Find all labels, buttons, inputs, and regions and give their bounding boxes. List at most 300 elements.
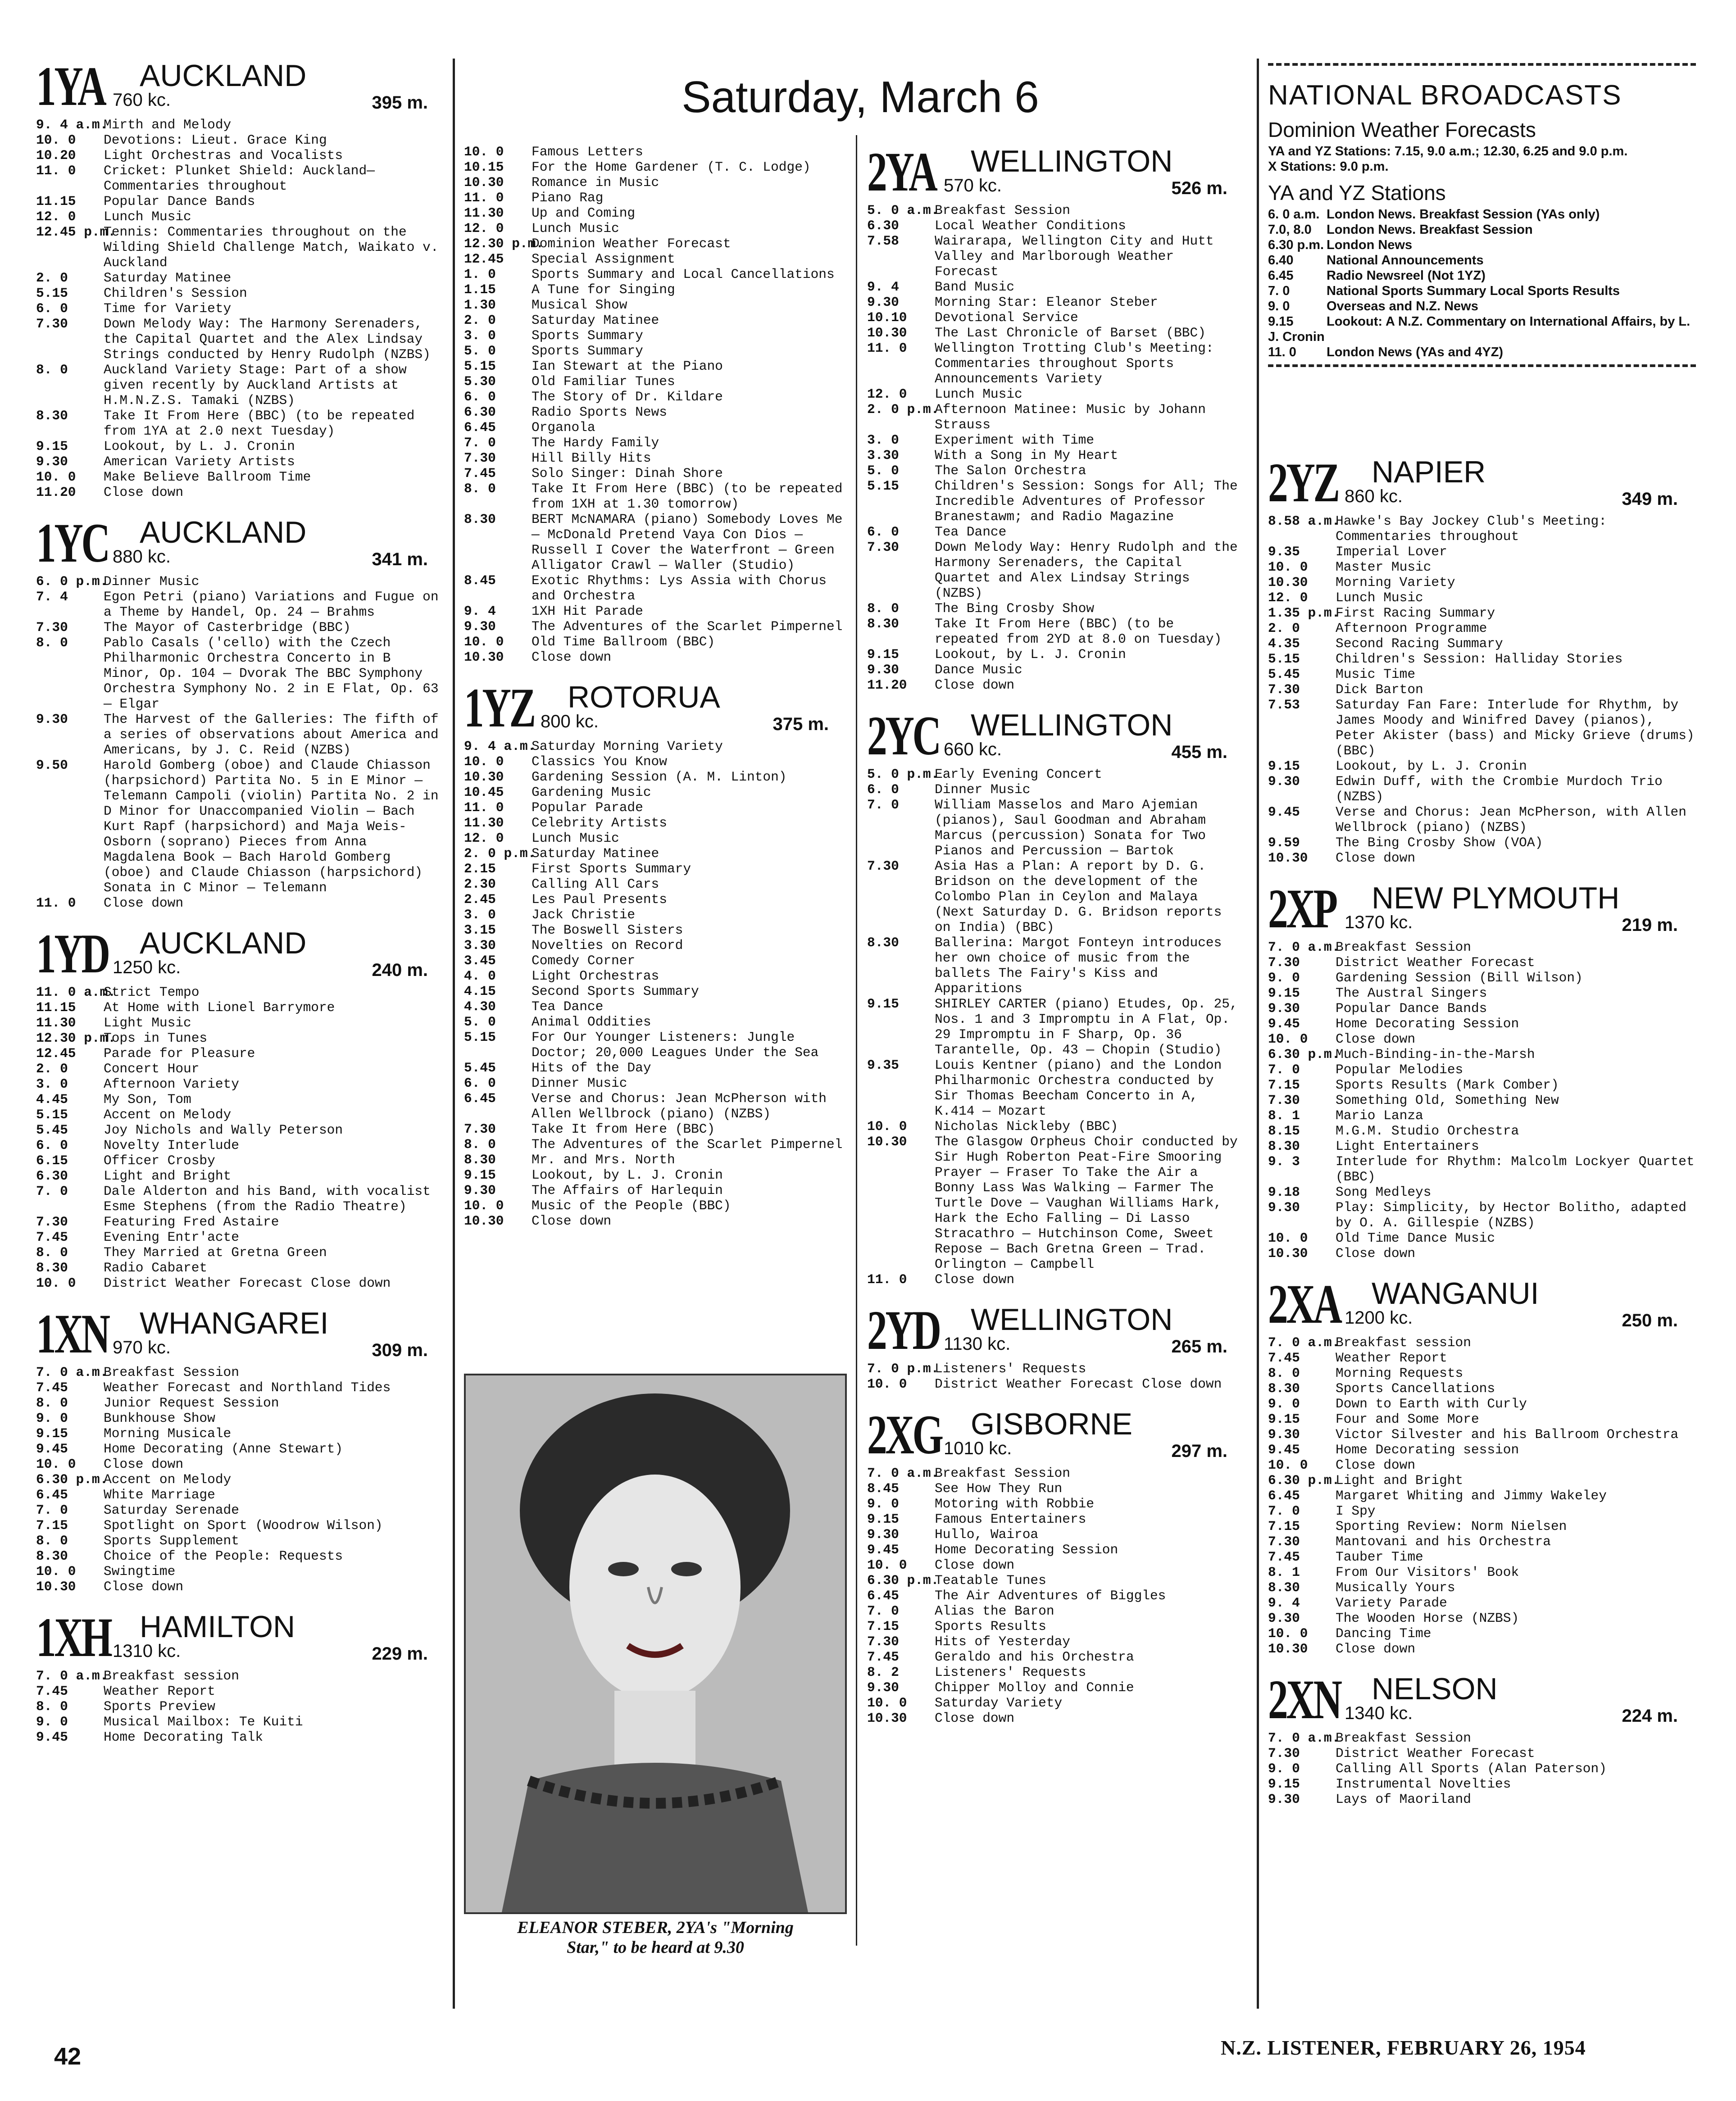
programme-time: 4. 0: [464, 968, 496, 984]
programme-time: 9. 3: [1268, 1154, 1300, 1169]
programme-time: 8.30: [36, 1548, 68, 1564]
programme-time: 9.15: [36, 1426, 68, 1441]
national-title-text: Overseas and N.Z. News: [1327, 299, 1478, 313]
programme-item: [464, 313, 847, 328]
programme-item: [867, 1527, 1245, 1542]
programme-item: [867, 1634, 1245, 1649]
programme-title: Breakfast Session: [935, 1466, 1070, 1481]
station-wavelength: 297 m.: [1171, 1441, 1227, 1461]
programme-item: [1268, 1746, 1696, 1761]
programme-time: 7.45: [867, 1649, 899, 1665]
programme-item: [464, 512, 847, 573]
programme-item: [867, 858, 1245, 935]
programme-item: [1268, 1350, 1696, 1366]
programme-title: Dinner Music: [532, 1075, 627, 1091]
programme-item: [36, 1502, 446, 1518]
programme-item: [36, 163, 446, 194]
programme-title: Sporting Review: Norm Nielsen: [1336, 1519, 1567, 1534]
programme-title: Saturday Serenade: [104, 1502, 239, 1518]
programme-list: [867, 203, 1245, 693]
programme-item: [464, 420, 847, 435]
programme-title: Down Melody Way: The Harmony Serenaders, the Capital Quartet and the Alex Lindsay Strings conducted by Henry Rudolph (NZBS): [104, 316, 431, 362]
programme-title: Afternoon Programme: [1336, 621, 1487, 636]
national-title-text: National Announcements: [1327, 253, 1484, 268]
programme-time: 10. 0: [867, 1557, 907, 1573]
programme-title: Musical Show: [532, 297, 627, 313]
station-frequency: 970 kc.: [113, 1338, 171, 1357]
programme-title: See How They Run: [935, 1481, 1063, 1496]
programme-list: [36, 117, 446, 500]
programme-item: [464, 619, 847, 634]
programme-time: 10.30: [464, 1213, 504, 1229]
programme-title: Variety Parade: [1336, 1595, 1447, 1611]
programme-time: 6.45: [867, 1588, 899, 1603]
programme-title: Morning Star: Eleanor Steber: [935, 295, 1158, 310]
programme-item: [36, 1579, 446, 1594]
programme-item: [36, 1046, 446, 1061]
programme-time: 11.20: [36, 485, 76, 500]
programme-title: Lunch Music: [935, 386, 1023, 402]
station-call-sign: 2YC: [867, 705, 940, 767]
programme-time: 12.30 p.m.: [36, 1030, 116, 1046]
station-block: [1268, 1669, 1696, 1807]
station-header: [36, 1303, 446, 1365]
programme-time: 5. 0: [464, 1014, 496, 1030]
station-city: WELLINGTON: [971, 144, 1173, 178]
programme-title: Hullo, Wairoa: [935, 1527, 1039, 1542]
programme-item: [1268, 1411, 1696, 1427]
programme-item: [1268, 559, 1696, 575]
programme-title: Dinner Music: [935, 782, 1031, 797]
programme-time: 12.30 p.m.: [464, 236, 544, 251]
programme-title: Light Orchestras and Vocalists: [104, 148, 343, 163]
programme-item: [1268, 1366, 1696, 1381]
programme-time: 2. 0: [36, 270, 68, 286]
programme-title: Close down: [104, 1457, 184, 1472]
programme-time: 8. 0: [36, 1699, 68, 1714]
programme-time: 7.15: [1268, 1077, 1300, 1093]
programme-time: 7.30: [464, 1121, 496, 1137]
national-broadcasts: [1268, 59, 1696, 376]
national-time: 7.0, 8.0: [1268, 222, 1312, 237]
station-wavelength: 240 m.: [372, 960, 428, 980]
programme-item: [464, 830, 847, 846]
programme-title: Four and Some More: [1336, 1411, 1479, 1427]
programme-item: [36, 485, 446, 500]
programme-item: [464, 1121, 847, 1137]
programme-time: 8. 2: [867, 1665, 899, 1680]
programme-title: Chipper Molloy and Connie: [935, 1680, 1134, 1695]
programme-title: SHIRLEY CARTER (piano) Etudes, Op. 25, Nos. 1 and 3 Impromptu in A Flat, Op. 29 Impromptu in F Sharp, Op. 36 Tarantelle, Op. 43 — Chopin (Studio): [935, 996, 1238, 1057]
programme-item: [36, 1714, 446, 1729]
programme-time: 7.45: [36, 1684, 68, 1699]
programme-time: 6. 0: [36, 301, 68, 316]
programme-item: [464, 404, 847, 420]
programme-time: 1.30: [464, 297, 496, 313]
programme-title: Victor Silvester and his Ballroom Orchestra: [1336, 1427, 1679, 1442]
programme-time: 2. 0: [464, 313, 496, 328]
programme-title: First Sports Summary: [532, 861, 691, 876]
programme-time: 7.30: [36, 316, 68, 331]
programme-title: Mantovani and his Orchestra: [1336, 1534, 1551, 1549]
station-block: [1268, 1273, 1696, 1656]
column-2: [464, 144, 847, 1244]
programme-title: Dance Music: [935, 662, 1023, 677]
programme-time: 7. 0: [1268, 1062, 1300, 1077]
programme-title: Edwin Duff, with the Crombie Murdoch Trio (NZBS): [1336, 774, 1663, 804]
programme-title: Dancing Time: [1336, 1626, 1432, 1641]
programme-time: 6.30 p.m.: [1268, 1473, 1340, 1488]
programme-time: 5.15: [1268, 651, 1300, 667]
programme-title: Up and Coming: [532, 205, 636, 221]
programme-title: Second Sports Summary: [532, 984, 699, 999]
programme-item: [464, 892, 847, 907]
national-item: [1268, 237, 1696, 253]
programme-title: District Weather Forecast: [1336, 1746, 1535, 1761]
programme-time: 8. 0: [36, 1245, 68, 1260]
programme-time: 5.15: [36, 1107, 68, 1122]
programme-title: Ian Stewart at the Piano: [532, 358, 723, 374]
programme-title: Motoring with Robbie: [935, 1496, 1095, 1511]
programme-time: 6. 0: [867, 524, 899, 540]
programme-item: [1268, 1626, 1696, 1641]
programme-title: Take It From Here (BBC) (to be repeated from 1XH at 1.30 tomorrow): [532, 481, 843, 512]
programme-item: [1268, 970, 1696, 985]
programme-item: [867, 279, 1245, 295]
programme-title: Harold Gomberg (oboe) and Claude Chiasson (harpsichord) Partita No. 5 in E Minor — Telemann Campoli (violin) Partita No. 2 in D Minor for Unaccompanied Violin — Bach Kurt Rapf (harpsichord) and Maja Weis-Osborn (soprano) Pieces from Anna Magdalena Book — Bach Harold Gomberg (oboe) and Claude Chiasson (harpsichord) Sonata in C Minor — Telemann: [104, 758, 439, 895]
programme-time: 9. 0: [36, 1411, 68, 1426]
programme-item: [36, 1365, 446, 1380]
programme-time: 12.45: [36, 1046, 76, 1061]
programme-time: 10. 0: [36, 1564, 76, 1579]
programme-title: Down to Earth with Curly: [1336, 1396, 1527, 1411]
programme-title: Pablo Casals ('cello) with the Czech Philharmonic Orchestra Concerto in B Minor, Op. 104 — Dvorak The BBC Symphony Orchestra Symphony No. 2 in E Flat, Op. 63 — Elgar: [104, 635, 439, 712]
national-title-text: National Sports Summary Local Sports Results: [1327, 284, 1620, 298]
programme-title: Home Decorating (Anne Stewart): [104, 1441, 343, 1457]
programme-title: Saturday Matinee: [532, 313, 659, 328]
programme-title: Auckland Variety Stage: Part of a show given recently by Auckland Artists at H.M.N.Z.S. Tamaki (NZBS): [104, 362, 407, 408]
programme-title: Home Decorating Session: [1336, 1016, 1519, 1031]
programme-title: Classics You Know: [532, 754, 667, 769]
programme-title: Geraldo and his Orchestra: [935, 1649, 1134, 1665]
programme-title: Something Old, Something New: [1336, 1093, 1559, 1108]
station-frequency: 1200 kc.: [1345, 1308, 1413, 1328]
programme-time: 10.30: [867, 325, 907, 340]
programme-list: [1268, 939, 1696, 1261]
programme-title: Weather Report: [1336, 1350, 1447, 1366]
programme-item: [36, 148, 446, 163]
programme-time: 9.45: [36, 1441, 68, 1457]
programme-time: 12. 0: [867, 386, 907, 402]
national-title-text: London News. Breakfast Session: [1327, 222, 1533, 237]
programme-title: Musical Mailbox: Te Kuiti: [104, 1714, 303, 1729]
programme-title: Close down: [935, 1711, 1015, 1726]
programme-time: 10.30: [464, 649, 504, 665]
programme-item: [464, 876, 847, 892]
programme-title: Saturday Matinee: [104, 270, 232, 286]
programme-time: 7. 0: [867, 1603, 899, 1619]
programme-title: The Air Adventures of Biggles: [935, 1588, 1166, 1603]
programme-title: The Adventures of the Scarlet Pimpernel: [532, 1137, 843, 1152]
programme-item: [464, 938, 847, 953]
programme-item: [464, 922, 847, 938]
programme-item: [464, 1091, 847, 1121]
programme-time: 9. 4 a.m.: [36, 117, 108, 132]
programme-time: 10.20: [36, 148, 76, 163]
programme-item: [1268, 804, 1696, 835]
programme-time: 9.45: [1268, 1016, 1300, 1031]
programme-time: 3. 0: [464, 328, 496, 343]
programme-item: [1268, 682, 1696, 697]
national-item: [1268, 253, 1696, 268]
programme-title: Calling All Cars: [532, 876, 659, 892]
programme-time: 11. 0: [464, 800, 504, 815]
weather-heading: Dominion Weather Forecasts: [1268, 118, 1536, 141]
programme-item: [464, 1137, 847, 1152]
programme-item: [867, 782, 1245, 797]
programme-time: 3. 0: [464, 907, 496, 922]
programme-item: [1268, 1154, 1696, 1184]
programme-title: Special Assignment: [532, 251, 675, 267]
programme-title: Teatable Tunes: [935, 1573, 1046, 1588]
national-title-text: Lookout: A N.Z. Commentary on International Affairs, by L. J. Cronin: [1268, 314, 1691, 344]
programme-time: 9.30: [1268, 1611, 1300, 1626]
programme-item: [1268, 1062, 1696, 1077]
programme-list: [36, 574, 446, 911]
station-wavelength: 224 m.: [1622, 1706, 1678, 1726]
programme-title: Children's Session: [104, 286, 247, 301]
programme-item: [464, 205, 847, 221]
station-header: [1268, 1273, 1696, 1335]
programme-title: 1XH Hit Parade: [532, 604, 643, 619]
programme-title: White Marriage: [104, 1487, 215, 1502]
programme-time: 9.30: [36, 454, 68, 469]
programme-time: 9.15: [867, 1511, 899, 1527]
programme-time: 8.30: [867, 616, 899, 631]
programme-item: [36, 1138, 446, 1153]
programme-title: Saturday Matinee: [532, 846, 659, 861]
programme-title: Make Believe Ballroom Time: [104, 469, 311, 485]
programme-item: [36, 1076, 446, 1092]
programme-time: 1.15: [464, 282, 496, 297]
programme-time: 9.15: [1268, 1776, 1300, 1792]
programme-item: [867, 1134, 1245, 1272]
programme-time: 7.45: [36, 1380, 68, 1395]
programme-title: Sports Results: [935, 1619, 1046, 1634]
programme-item: [867, 616, 1245, 647]
programme-time: 6.30: [36, 1168, 68, 1184]
national-item: [1268, 299, 1696, 314]
programme-title: Famous Entertainers: [935, 1511, 1086, 1527]
programme-item: [867, 1511, 1245, 1527]
programme-item: [464, 297, 847, 313]
programme-title: Local Weather Conditions: [935, 218, 1126, 233]
programme-title: Novelty Interlude: [104, 1138, 239, 1153]
station-city: WELLINGTON: [971, 1302, 1173, 1337]
programme-item: [36, 620, 446, 635]
programme-item: [867, 1119, 1245, 1134]
programme-item: [464, 739, 847, 754]
programme-item: [464, 754, 847, 769]
programme-time: 8. 0: [464, 1137, 496, 1152]
programme-title: Wellington Trotting Club's Meeting: Commentaries throughout Sports Announcements Variety: [935, 340, 1214, 386]
programme-time: 11.30: [36, 1015, 76, 1030]
programme-item: [1268, 1488, 1696, 1503]
station-city: HAMILTON: [140, 1610, 295, 1644]
programme-item: [1268, 1108, 1696, 1123]
programme-title: William Masselos and Maro Ajemian (pianos), Saul Goodman and Abraham Marcus (percussion) Sonata for Two Pianos and Percussion — Bartok: [935, 797, 1206, 858]
programme-time: 7.45: [1268, 1350, 1300, 1366]
programme-item: [1268, 1077, 1696, 1093]
programme-title: Sports Summary and Local Cancellations: [532, 267, 835, 282]
programme-time: 7.30: [1268, 955, 1300, 970]
programme-item: [36, 286, 446, 301]
programme-title: Spotlight on Sport (Woodrow Wilson): [104, 1518, 383, 1533]
programme-title: Popular Melodies: [1336, 1062, 1463, 1077]
programme-time: 10.30: [1268, 1246, 1308, 1261]
programme-title: Song Medleys: [1336, 1184, 1432, 1200]
programme-time: 6. 0: [36, 1138, 68, 1153]
photo-caption: [464, 1918, 847, 1957]
programme-item: [464, 328, 847, 343]
programme-title: Comedy Corner: [532, 953, 636, 968]
programme-item: [867, 1542, 1245, 1557]
programme-item: [464, 1213, 847, 1229]
programme-time: 5. 0: [464, 343, 496, 358]
portrait-illustration: [466, 1375, 845, 1912]
programme-title: Old Time Dance Music: [1336, 1230, 1495, 1246]
programme-title: Lookout, by L. J. Cronin: [104, 439, 295, 454]
programme-item: [36, 1000, 446, 1015]
programme-title: Master Music: [1336, 559, 1432, 575]
programme-title: Close down: [532, 649, 612, 665]
wavy-rule: [1268, 63, 1696, 70]
programme-title: Popular Dance Bands: [1336, 1001, 1487, 1016]
programme-title: I Spy: [1336, 1503, 1376, 1519]
programme-title: Breakfast Session: [935, 203, 1070, 218]
programme-title: Jack Christie: [532, 907, 636, 922]
programme-title: First Racing Summary: [1336, 605, 1495, 621]
programme-time: 6.45: [464, 420, 496, 435]
programme-item: [464, 144, 847, 159]
national-time: 9.15: [1268, 314, 1294, 329]
programme-item: [464, 1167, 847, 1183]
programme-time: 10. 0: [1268, 559, 1308, 575]
station-call-sign: 1YZ: [464, 677, 534, 739]
programme-item: [464, 1060, 847, 1075]
programme-time: 9.30: [867, 1680, 899, 1695]
programme-title: The Last Chronicle of Barset (BBC): [935, 325, 1206, 340]
programme-time: 7.53: [1268, 697, 1300, 712]
programme-time: 11.30: [464, 205, 504, 221]
programme-time: 12. 0: [1268, 590, 1308, 605]
programme-title: Tennis: Commentaries throughout on the Wilding Shield Challenge Match, Waikato v. Auckland: [104, 224, 439, 270]
programme-time: 9.50: [36, 758, 68, 773]
programme-title: Close down: [1336, 1246, 1416, 1261]
programme-time: 7. 0: [1268, 1503, 1300, 1519]
programme-time: 2.30: [464, 876, 496, 892]
programme-item: [867, 1376, 1245, 1392]
station-frequency: 570 kc.: [944, 176, 1002, 195]
programme-item: [464, 573, 847, 604]
programme-item: [464, 769, 847, 785]
programme-item: [867, 295, 1245, 310]
programme-item: [36, 117, 446, 132]
programme-item: [464, 374, 847, 389]
weather-x: X Stations: 9.0 p.m.: [1268, 159, 1389, 174]
programme-time: 9. 4: [464, 604, 496, 619]
programme-item: [1268, 835, 1696, 850]
programme-time: 5.15: [464, 358, 496, 374]
station-block: [867, 144, 1245, 693]
programme-item: [1268, 1093, 1696, 1108]
programme-title: Light Orchestras: [532, 968, 659, 984]
programme-list: [36, 1668, 446, 1745]
station-frequency: 660 kc.: [944, 740, 1002, 759]
programme-item: [36, 1684, 446, 1699]
programme-item: [36, 316, 446, 362]
programme-title: Band Music: [935, 279, 1015, 295]
programme-time: 6.30 p.m.: [1268, 1047, 1340, 1062]
programme-list: [36, 985, 446, 1291]
programme-title: The Affairs of Harlequin: [532, 1183, 723, 1198]
programme-item: [36, 1729, 446, 1745]
programme-item: [36, 1230, 446, 1245]
programme-title: Gardening Session (A. M. Linton): [532, 769, 787, 785]
programme-title: Gardening Music: [532, 785, 651, 800]
programme-item: [36, 1015, 446, 1030]
programme-item: [1268, 1123, 1696, 1139]
programme-time: 11. 0: [36, 163, 76, 178]
programme-item: [36, 1030, 446, 1046]
programme-item: [867, 1603, 1245, 1619]
programme-title: Breakfast Session: [1336, 939, 1471, 955]
programme-time: 7.45: [1268, 1549, 1300, 1565]
programme-item: [867, 647, 1245, 662]
programme-title: The Harvest of the Galleries: The fifth of a series of observations about America and Americans, by J. C. Reid (NZBS): [104, 712, 439, 758]
programme-time: 10.30: [1268, 1641, 1308, 1656]
programme-time: 9.30: [1268, 1001, 1300, 1016]
programme-item: [1268, 575, 1696, 590]
programme-time: 5. 0 p.m.: [867, 767, 939, 782]
programme-item: [36, 1380, 446, 1395]
programme-item: [36, 1122, 446, 1138]
ya-yz-heading: YA and YZ Stations: [1268, 181, 1446, 204]
station-city: NEW PLYMOUTH: [1372, 881, 1620, 915]
programme-title: Morning Musicale: [104, 1426, 232, 1441]
programme-time: 9.45: [1268, 1442, 1300, 1457]
programme-time: 4.35: [1268, 636, 1300, 651]
station-wavelength: 219 m.: [1622, 915, 1678, 935]
programme-title: Cricket: Plunket Shield: Auckland—Commentaries throughout: [104, 163, 375, 194]
programme-title: Tea Dance: [532, 999, 604, 1014]
column-3: [867, 144, 1245, 1741]
programme-time: 8. 1: [1268, 1565, 1300, 1580]
programme-title: Lays of Maoriland: [1336, 1792, 1471, 1807]
programme-time: 5.15: [867, 478, 899, 494]
programme-item: [1268, 1335, 1696, 1350]
programme-item: [36, 1275, 446, 1291]
programme-time: 9. 0: [867, 1496, 899, 1511]
programme-title: At Home with Lionel Barrymore: [104, 1000, 335, 1015]
programme-title: The Mayor of Casterbridge (BBC): [104, 620, 351, 635]
programme-item: [1268, 1503, 1696, 1519]
programme-item: [464, 1014, 847, 1030]
programme-time: 7.15: [867, 1619, 899, 1634]
programme-item: [464, 236, 847, 251]
programme-item: [36, 1153, 446, 1168]
programme-title: Afternoon Matinee: Music by Johann Strauss: [935, 402, 1206, 432]
